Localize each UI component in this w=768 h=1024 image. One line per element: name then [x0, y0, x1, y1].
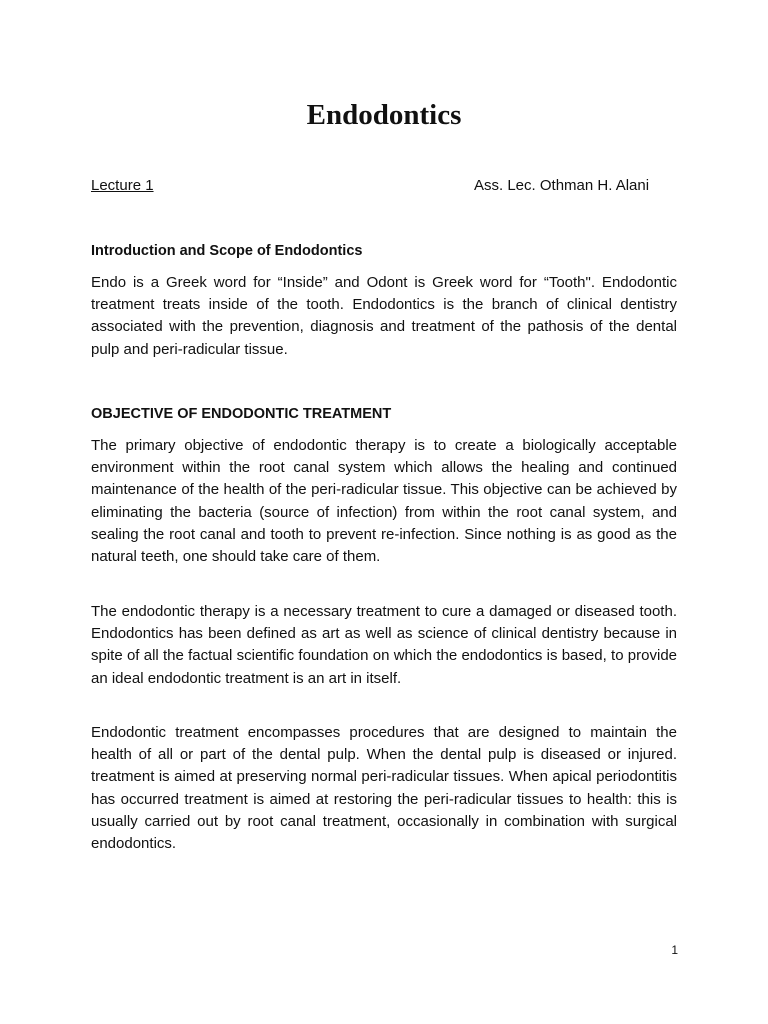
author-name: Ass. Lec. Othman H. Alani [474, 177, 650, 194]
page-number: 1 [671, 943, 678, 957]
lecture-label: Lecture 1 [91, 177, 154, 194]
paragraph-objective-1: The primary objective of endodontic therapy is to create a biologically acceptable environment within the root canal system which allows the healing and continued maintenance of the health of the peri-radicular tissue. This objective can be achieved by eliminating the bacteria (source of infection) from within the root canal system, and sealing the root canal and tooth to prevent re-infection. Since nothing is as good as the natural teeth, one should take care of them. [91, 437, 677, 566]
document-title: Endodontics [306, 99, 462, 131]
paragraph-objective-3: Endodontic treatment encompasses procedures that are designed to maintain the health of all or part of the dental pulp. When the dental pulp is diseased or injured. treatment is aimed at preserving normal peri-radicular tissues. When apical periodontitis has occurred treatment is aimed at restoring the peri-radicular tissues to health: this is usually carried out by root canal treatment, occasionally in combination with surgical endodontics. [91, 724, 677, 853]
section-heading-objective: OBJECTIVE OF ENDODONTIC TREATMENT [91, 406, 392, 422]
section-heading-introduction: Introduction and Scope of Endodontics [91, 243, 363, 259]
paragraph-introduction: Endo is a Greek word for “Inside” and Odont is Greek word for “Tooth". Endodontic treatment treats inside of the tooth. Endodontics is the branch of clinical dentistry associated with the prevention, diagnosis and treatment of the pathosis of the dental pulp and peri-radicular tissue. [91, 274, 677, 358]
paragraph-objective-2: The endodontic therapy is a necessary treatment to cure a damaged or diseased tooth. Endodontics has been defined as art as well as science of clinical dentistry because in spite of all the factual scientific foundation on which the endodontics is based, to provide an ideal endodontic treatment is an art in itself. [91, 603, 677, 687]
